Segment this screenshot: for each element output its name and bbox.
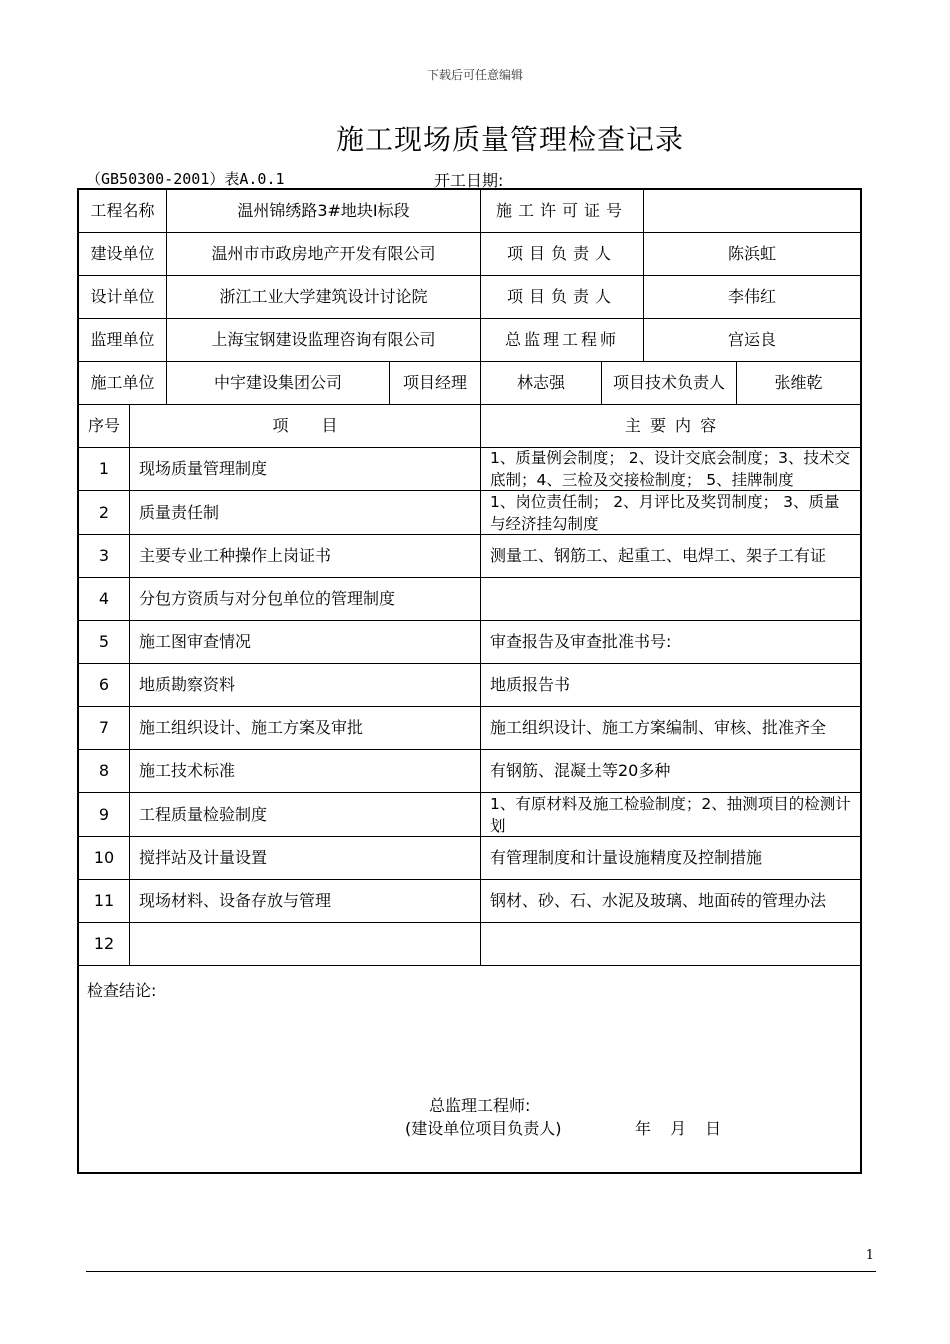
row-item: 工程质量检验制度 <box>130 793 481 837</box>
design-lead-label: 项目负责人 <box>481 276 644 319</box>
owner-label: 建设单位 <box>79 233 167 276</box>
row-no: 11 <box>79 880 130 923</box>
row-no: 5 <box>79 621 130 664</box>
row-item: 搅拌站及计量设置 <box>130 837 481 880</box>
header-no: 序号 <box>79 405 130 448</box>
row-content: 有钢筋、混凝土等20多种 <box>481 750 860 793</box>
row-item <box>130 923 481 966</box>
row-content: 1、质量例会制度； 2、设计交底会制度；3、技术交底制；4、三检及交接检制度； 5、挂牌制度 <box>481 448 860 491</box>
row-item: 质量责任制 <box>130 491 481 535</box>
page-number: 1 <box>865 1248 874 1263</box>
contractor-label: 施工单位 <box>79 362 167 405</box>
permit-label: 施工许可证号 <box>481 190 644 233</box>
page-title: 施工现场质量管理检查记录 <box>335 123 684 156</box>
supervisor-value: 上海宝钢建设监理咨询有限公司 <box>167 319 481 362</box>
row-item: 地质勘察资料 <box>130 664 481 707</box>
row-no: 12 <box>79 923 130 966</box>
owner-lead-value: 陈浜虹 <box>644 233 860 276</box>
sign-date: 年 月 日 <box>635 1119 722 1138</box>
tech-lead-label: 项目技术负责人 <box>602 362 737 405</box>
row-no: 2 <box>79 491 130 535</box>
design-label: 设计单位 <box>79 276 167 319</box>
row-item: 现场质量管理制度 <box>130 448 481 491</box>
row-content: 测量工、钢筋工、起重工、电焊工、架子工有证 <box>481 535 860 578</box>
pm-label: 项目经理 <box>390 362 481 405</box>
row-no: 10 <box>79 837 130 880</box>
row-content: 地质报告书 <box>481 664 860 707</box>
footer-divider <box>86 1271 876 1272</box>
project-name-label: 工程名称 <box>79 190 167 233</box>
row-no: 1 <box>79 448 130 491</box>
inspection-form <box>77 188 862 1174</box>
project-name-value: 温州锦绣路3#地块I标段 <box>167 190 481 233</box>
pm-value: 林志强 <box>481 362 602 405</box>
header-content: 主 要 内 容 <box>481 405 860 448</box>
row-no: 6 <box>79 664 130 707</box>
row-no: 3 <box>79 535 130 578</box>
row-content <box>481 923 860 966</box>
chief-engineer-label: 总监理工程师 <box>481 319 644 362</box>
form-code: （GB50300-2001）表A.0.1 <box>86 170 285 188</box>
permit-value <box>644 190 860 233</box>
row-content: 施工组织设计、施工方案编制、审核、批准齐全 <box>481 707 860 750</box>
design-lead-value: 李伟红 <box>644 276 860 319</box>
row-content <box>481 578 860 621</box>
owner-lead-sign-label: (建设单位项目负责人) <box>405 1119 562 1138</box>
row-content: 审查报告及审查批准书号: <box>481 621 860 664</box>
row-content: 钢材、砂、石、水泥及玻璃、地面砖的管理办法 <box>481 880 860 923</box>
owner-lead-label: 项目负责人 <box>481 233 644 276</box>
row-item: 施工技术标准 <box>130 750 481 793</box>
design-value: 浙江工业大学建筑设计讨论院 <box>167 276 481 319</box>
row-content: 1、有原材料及施工检验制度；2、抽测项目的检测计划 <box>481 793 860 837</box>
start-date-label: 开工日期: <box>434 171 504 190</box>
contractor-value: 中宇建设集团公司 <box>167 362 390 405</box>
owner-value: 温州市市政房地产开发有限公司 <box>167 233 481 276</box>
row-item: 施工图审查情况 <box>130 621 481 664</box>
row-content: 有管理制度和计量设施精度及控制措施 <box>481 837 860 880</box>
row-item: 施工组织设计、施工方案及审批 <box>130 707 481 750</box>
row-item: 主要专业工种操作上岗证书 <box>130 535 481 578</box>
download-note: 下载后可任意编辑 <box>426 68 523 82</box>
row-item: 现场材料、设备存放与管理 <box>130 880 481 923</box>
conclusion-label: 检查结论: <box>87 981 157 1000</box>
supervisor-label: 监理单位 <box>79 319 167 362</box>
chief-engineer-sign-label: 总监理工程师: <box>429 1096 531 1115</box>
row-no: 7 <box>79 707 130 750</box>
header-item: 项 目 <box>130 405 481 448</box>
row-content: 1、岗位责任制； 2、月评比及奖罚制度； 3、质量与经济挂勾制度 <box>481 491 860 535</box>
row-no: 4 <box>79 578 130 621</box>
tech-lead-value: 张维乾 <box>737 362 860 405</box>
row-no: 8 <box>79 750 130 793</box>
chief-engineer-value: 宫运良 <box>644 319 860 362</box>
row-no: 9 <box>79 793 130 837</box>
row-item: 分包方资质与对分包单位的管理制度 <box>130 578 481 621</box>
